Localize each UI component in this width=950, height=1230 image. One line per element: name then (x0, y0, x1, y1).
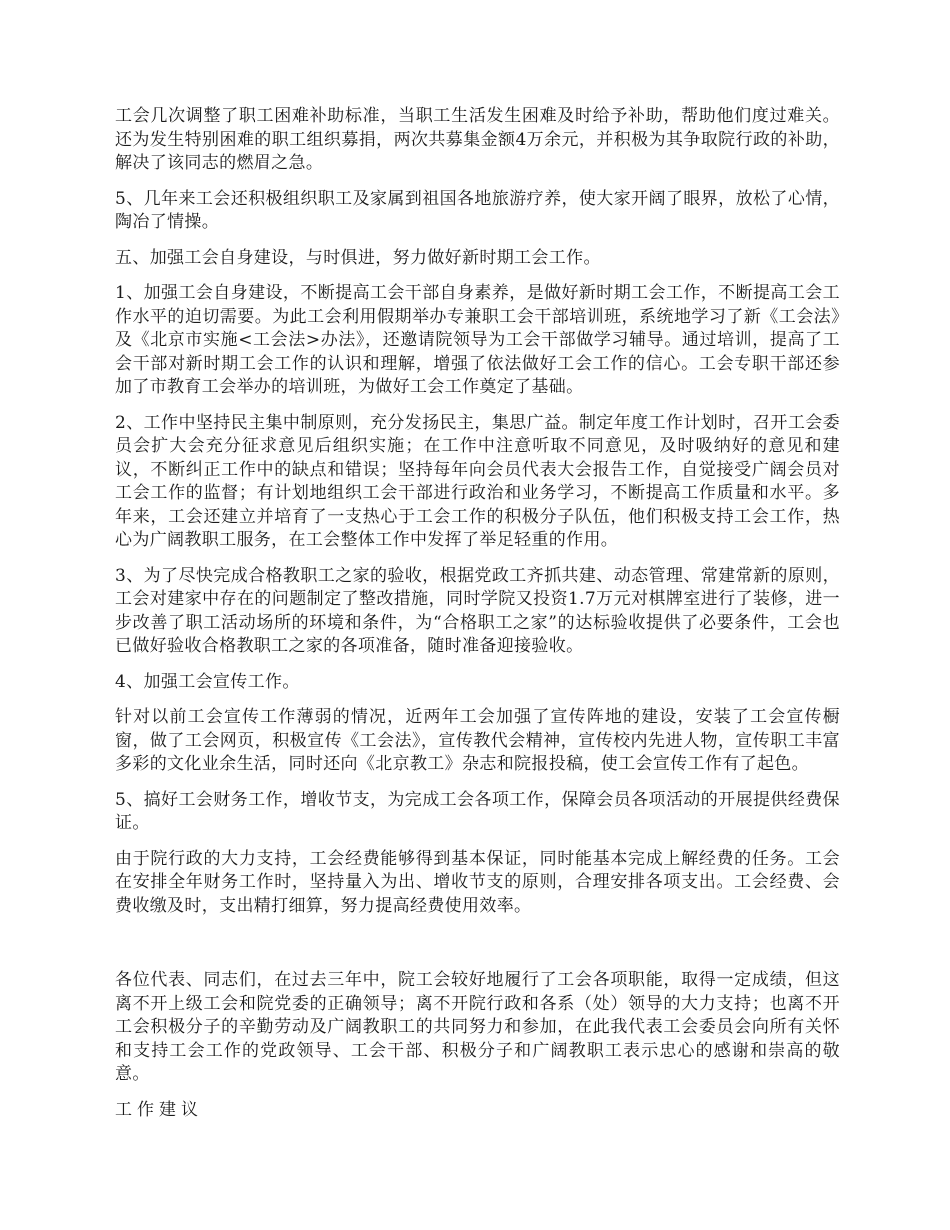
paragraph-acknowledgement: 各位代表、同志们，在过去三年中，院工会较好地履行了工会各项职能，取得一定成绩，但这离不开上级工会和院党委的正确领导；离不开院行政和各系（处）领导的大力支持；也离不开工会积极分子的辛勤劳动及广阔教职工的共同努力和参加，在此我代表工会委员会向所有关怀和支持工会工作的党政领导、工会干部、积极分子和广阔教职工表示忠心的感谢和崇高的敬意。 (115, 970, 840, 1084)
paragraph-item-2-democracy: 2、工作中坚持民主集中制原则，充分发扬民主，集思广益。制定年度工作计划时，召开工会委员会扩大会充分征求意见后组织实施；在工作中注意听取不同意见，及时吸纳好的意见和建议，不断纠正工作中的缺点和错误；坚持每年向会员代表大会报告工作，自觉接受广阔会员对工会工作的监督；有计划地组织工会干部进行政治和业务学习，不断提高工作质量和水平。多年来，工会还建立并培育了一支热心于工会工作的积极分子队伍，他们积极支持工会工作，热心为广阔教职工服务，在工会整体工作中发挥了举足轻重的作用。 (115, 412, 840, 550)
paragraph-item-4-publicity-heading: 4、加强工会宣传工作。 (115, 671, 300, 692)
paragraph-finance-body: 由于院行政的大力支持，工会经费能够得到基本保证，同时能基本完成上解经费的任务。工会在安排全年财务工作时，坚持量入为出、增收节支的原则，合理安排各项支出。工会经费、会费收缴及时，支出精打细算，努力提高经费使用效率。 (115, 848, 840, 916)
paragraph-item-3-acceptance: 3、为了尽快完成合格教职工之家的验收，根据党政工齐抓共建、动态管理、常建常新的原则，工会对建家中存在的问题制定了整改措施，同时学院又投资1.7万元对棋牌室进行了装修，进一步改善了职工活动场所的环境和条件，为“合格职工之家”的达标验收提供了必要条件，工会也已做好验收合格教职工之家的各项准备，随时准备迎接验收。 (115, 565, 840, 656)
paragraph-item-5-finance-heading: 5、搞好工会财务工作，增收节支，为完成工会各项工作，保障会员各项活动的开展提供经费保证。 (115, 789, 840, 833)
heading-work-suggestions: 工作建议 (115, 1099, 203, 1120)
document-page (115, 105, 840, 1134)
paragraph-item-5-travel: 5、几年来工会还积极组织职工及家属到祖国各地旅游疗养，使大家开阔了眼界，放松了心情，陶冶了情操。 (115, 188, 840, 232)
section-heading-5: 五、加强工会自身建设，与时俱进，努力做好新时期工会工作。 (115, 247, 601, 268)
paragraph-hardship-subsidy: 工会几次调整了职工困难补助标准，当职工生活发生困难及时给予补助，帮助他们度过难关。还为发生特别困难的职工组织募捐，两次共募集金额4万余元，并积极为其争取院行政的补助，解决了该同志的燃眉之急。 (115, 106, 840, 173)
paragraph-publicity-body: 针对以前工会宣传工作薄弱的情况，近两年工会加强了宣传阵地的建设，安装了工会宣传橱窗，做了工会网页，积极宣传《工会法》，宣传教代会精神，宣传校内先进人物，宣传职工丰富多彩的文化业余生活，同时还向《北京教工》杂志和院报投稿，使工会宣传工作有了起色。 (115, 707, 840, 774)
paragraph-item-1-self-building: 1、加强工会自身建设，不断提高工会干部自身素养，是做好新时期工会工作，不断提高工会工作水平的迫切需要。为此工会利用假期举办专兼职工会干部培训班，系统地学习了新《工会法》及《北京市实施<工会法>办法》，还邀请院领导为工会干部做学习辅导。通过培训，提高了工会干部对新时期工会工作的认识和理解，增强了依法做好工会工作的信心。工会专职干部还参加了市教育工会举办的培训班，为做好工会工作奠定了基础。 (115, 283, 840, 397)
